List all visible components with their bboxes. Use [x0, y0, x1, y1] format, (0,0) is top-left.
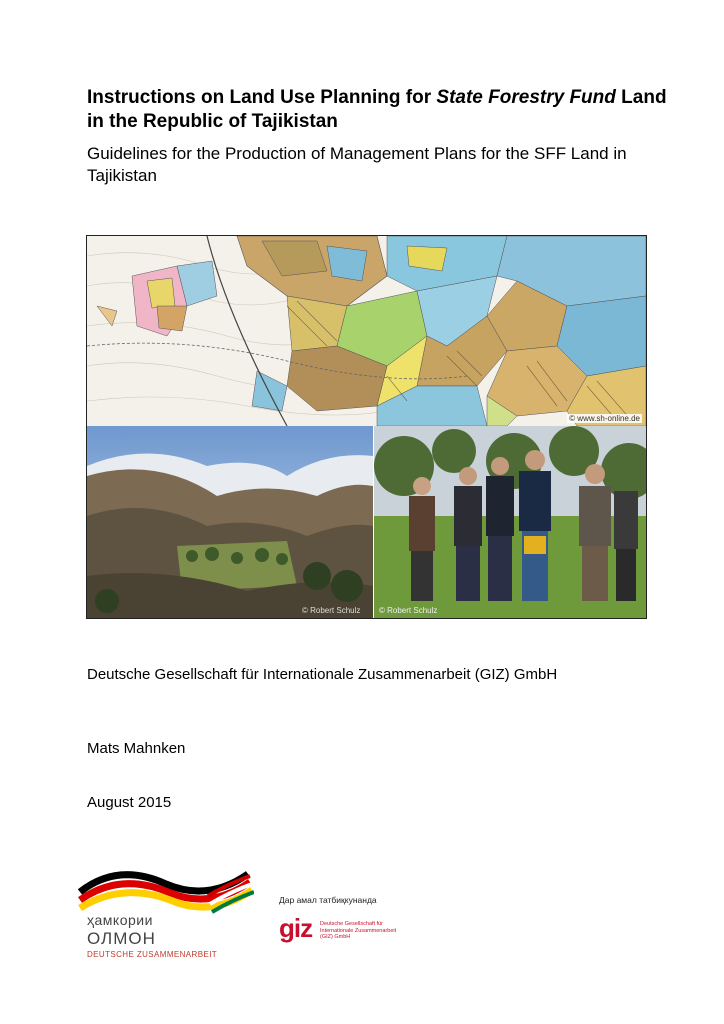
- title-italic: State Forestry Fund: [436, 87, 616, 108]
- cover-image: [86, 235, 647, 619]
- logo-text-olmon: ОЛМОН: [87, 929, 156, 948]
- implemented-by-label: Дар амал татбиқкунанда: [279, 895, 377, 905]
- giz-logo: giz: [279, 913, 313, 943]
- team-photo: [374, 426, 646, 618]
- photo2-credit: © Robert Schulz: [379, 606, 438, 615]
- giz-legal-name: Deutsche Gesellschaft für Internationale Zusammenarbeit (GIZ) GmbH: [320, 921, 397, 940]
- document-subtitle: Guidelines for the Production of Management Plans for the SFF Land in Tajikistan: [87, 144, 627, 185]
- forest-management-map: [87, 236, 646, 426]
- mountain-photo: [87, 426, 373, 618]
- logo-text-deutsche-zusammenarbeit: DEUTSCHE ZUSAMMENARBEIT: [87, 950, 218, 959]
- publication-date: August 2015: [87, 794, 172, 811]
- document-title: Instructions on Land Use Planning for State Forestry Fund Land in the Republic of Tajikistan: [87, 87, 667, 132]
- author: Mats Mahnken: [87, 740, 186, 757]
- logo-text-hamkori: ҳамкории: [87, 912, 153, 928]
- photo1-credit: © Robert Schulz: [302, 606, 361, 615]
- map-credit: © www.sh-online.de: [569, 414, 640, 423]
- publisher: Deutsche Gesellschaft für Internationale Zusammenarbeit (GIZ) GmbH: [87, 666, 558, 683]
